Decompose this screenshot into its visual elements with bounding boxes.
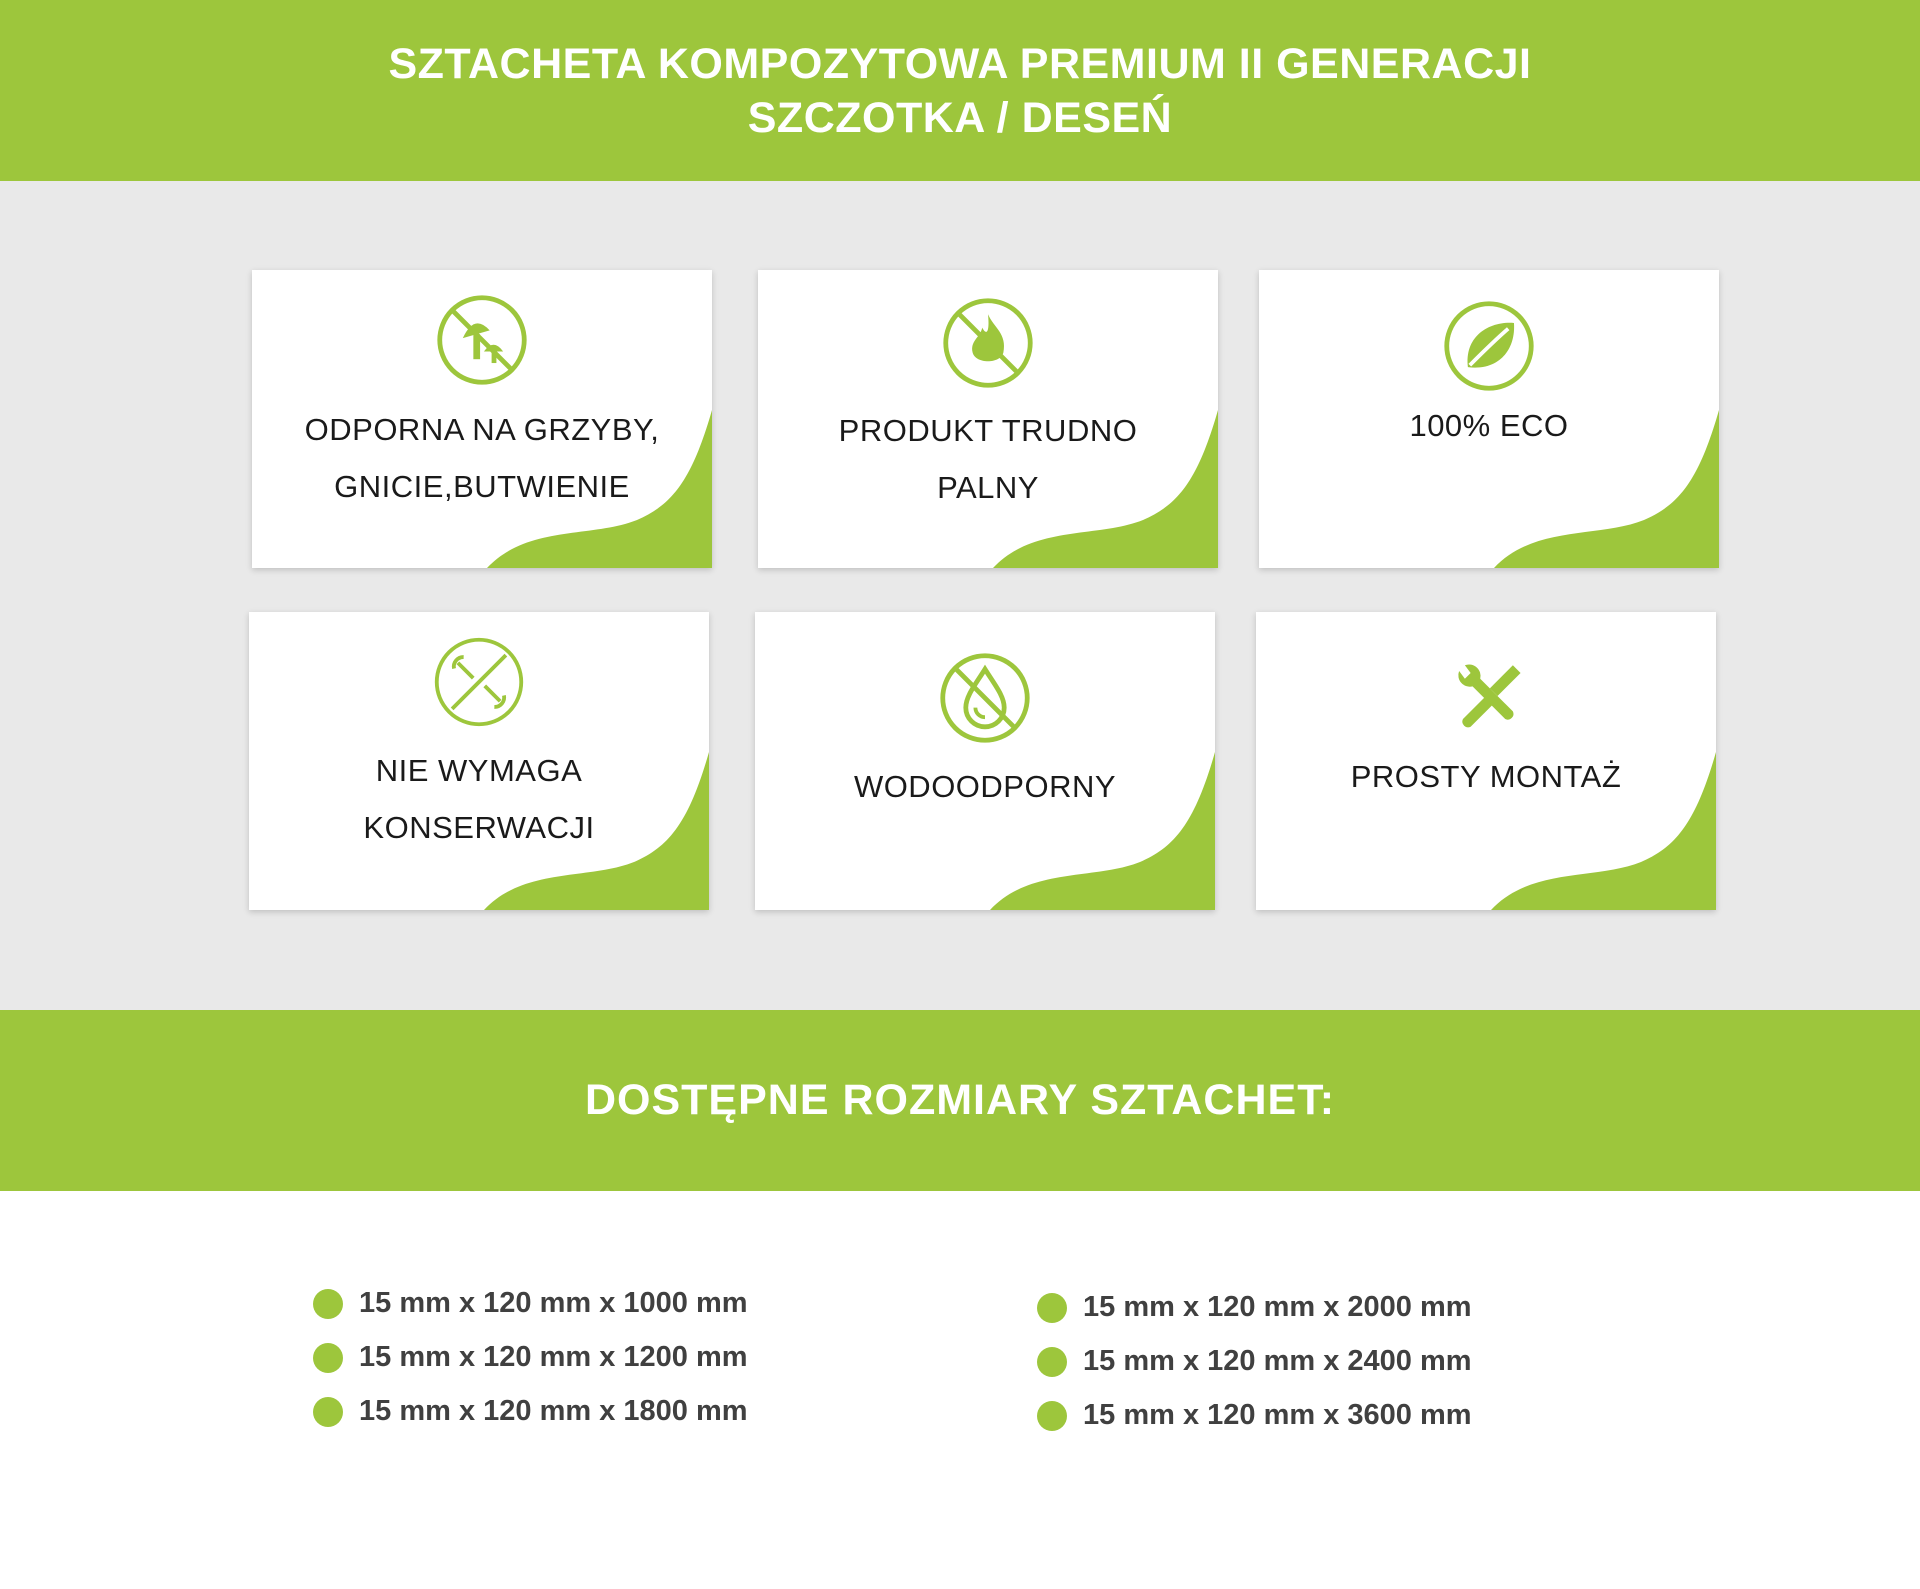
page-subtitle: SZCZOTKA / DESEŃ [747,93,1173,142]
no-fire-icon [940,295,1036,391]
feature-label: NIE WYMAGA KONSERWACJI [363,753,595,845]
feature-card-maintenance [249,612,709,910]
feature-label: ODPORNA NA GRZYBY, GNICIE,BUTWIENIE [304,412,660,504]
bullet-dot-icon [313,1397,343,1427]
size-list-item: 15 mm x 120 mm x 1200 mm [313,1341,748,1374]
bullet-dot-icon [1037,1401,1067,1431]
bullet-dot-icon [1037,1293,1067,1323]
eco-leaf-icon [1441,298,1537,394]
top-banner [0,0,1920,181]
features-section [0,181,1920,1010]
size-list-item: 15 mm x 120 mm x 2000 mm [1037,1291,1472,1324]
sizes-banner [0,1010,1920,1191]
feature-card-waterproof [755,612,1215,910]
waterproof-icon [937,650,1033,746]
bullet-dot-icon [1037,1347,1067,1377]
size-list-item: 15 mm x 120 mm x 1800 mm [313,1395,748,1428]
sizes-heading: DOSTĘPNE ROZMIARY SZTACHET: [584,1076,1336,1124]
feature-card-fungus [252,270,712,568]
bullet-dot-icon [313,1343,343,1373]
feature-card-eco [1259,270,1719,568]
feature-label: PRODUKT TRUDNO PALNY [838,413,1138,505]
feature-label: 100% ECO [1409,408,1569,443]
size-list-item: 15 mm x 120 mm x 3600 mm [1037,1399,1472,1432]
size-list-item: 15 mm x 120 mm x 2400 mm [1037,1345,1472,1378]
feature-card-installation [1256,612,1716,910]
feature-label: WODOODPORNY [853,769,1117,804]
size-list-item: 15 mm x 120 mm x 1000 mm [313,1287,748,1320]
no-fungus-icon [434,292,530,388]
page-title: SZTACHETA KOMPOZYTOWA PREMIUM II GENERACJI [388,39,1532,88]
feature-card-fire [758,270,1218,568]
tools-icon [1438,648,1534,744]
no-maintenance-icon [431,634,527,730]
bullet-dot-icon [313,1289,343,1319]
feature-label: PROSTY MONTAŻ [1350,759,1622,794]
